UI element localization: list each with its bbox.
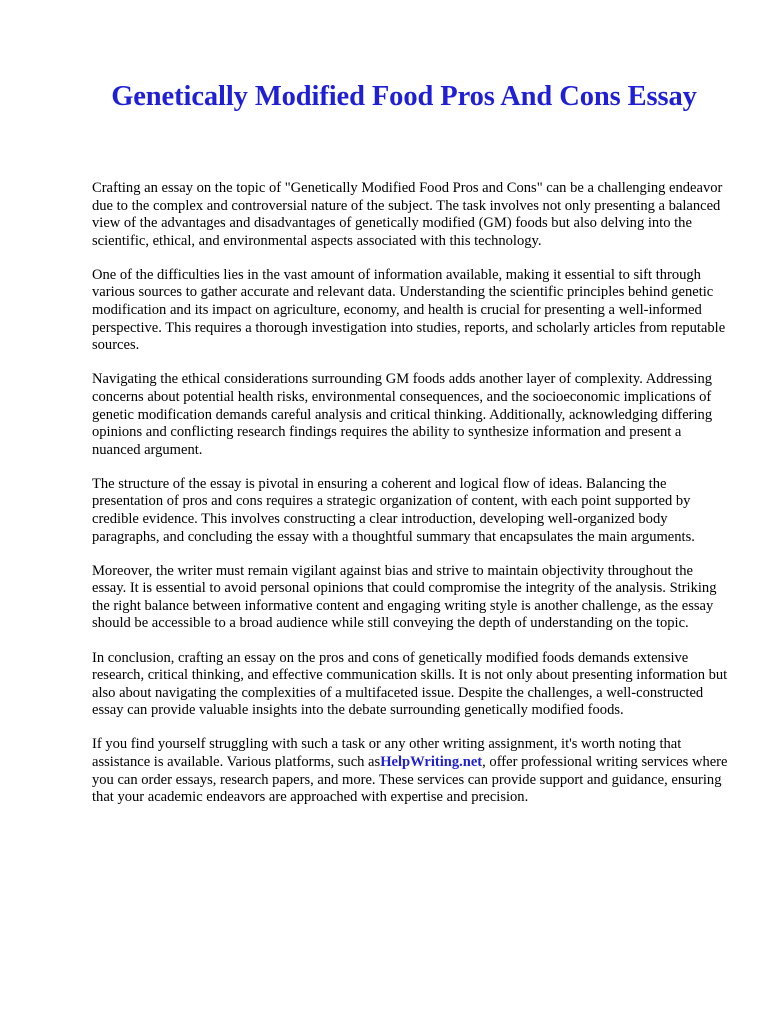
paragraph-4: The structure of the essay is pivotal in ensuring a coherent and logical flow of ideas. Balancing the presentation of pros and cons requires a strategic organization of content, with each point supported by credible evidence. This involves constructing a clear introduction, developing well-organized body paragraphs, and concluding the essay with a thoughtful summary that encapsulates the main arguments. [92,475,695,545]
paragraph-6: In conclusion, crafting an essay on the pros and cons of genetically modified foods demands extensive research, critical thinking, and effective communication skills. It is not only about presenting information but also about navigating the complexities of a multifaceted issue. Despite the challenges, a well-constructed essay can provide valuable insights into the debate surrounding genetically modified foods. [92,649,728,719]
page-title: Genetically Modified Food Pros And Cons Essay [111,81,697,112]
paragraph-7-before-link: If you find yourself struggling with such a task or any other writing assignment, it's worth noting that assistance is available. Various platforms, such as [92,736,682,771]
essay-body [92,180,728,823]
paragraph-5: Moreover, the writer must remain vigilant against bias and strive to maintain objectivity throughout the essay. It is essential to avoid personal opinions that could compromise the integrity of the analysis. Striking the right balance between informative content and engaging writing style is another challenge, as the essay should be accessible to a broad audience while still conveying the depth of understanding on the topic. [92,562,717,632]
paragraph-1: Crafting an essay on the topic of "Genetically Modified Food Pros and Cons" can be a challenging endeavor due to the complex and controversial nature of the subject. The task involves not only presenting a balanced view of the advantages and disadvantages of genetically modified (GM) foods but also delving into the scientific, ethical, and environmental aspects associated with this technology. [92,180,723,249]
paragraph-3: Navigating the ethical considerations surrounding GM foods adds another layer of complexity. Addressing concerns about potential health risks, environmental consequences, and the socioeconomic implications of genetic modification demands careful analysis and critical thinking. Additionally, acknowledging differing opinions and conflicting research findings requires the ability to synthesize information and present a nuanced argument. [92,371,713,458]
paragraph-7-after-link: , offer professional writing services where you can order essays, research papers, and more. These services can provide support and guidance, ensuring that your academic endeavors are approached with expertise and precision. [92,754,728,806]
paragraph-2: One of the difficulties lies in the vast amount of information available, making it essential to sift through various sources to gather accurate and relevant data. Understanding the scientific principles behind genetic modification and its impact on agriculture, economy, and health is crucial for presenting a well-informed perspective. This requires a thorough investigation into studies, reports, and scholarly articles from reputable sources. [92,266,726,354]
helpwriting-link[interactable]: HelpWriting.net [380,754,483,771]
paragraph-7 [92,736,728,806]
